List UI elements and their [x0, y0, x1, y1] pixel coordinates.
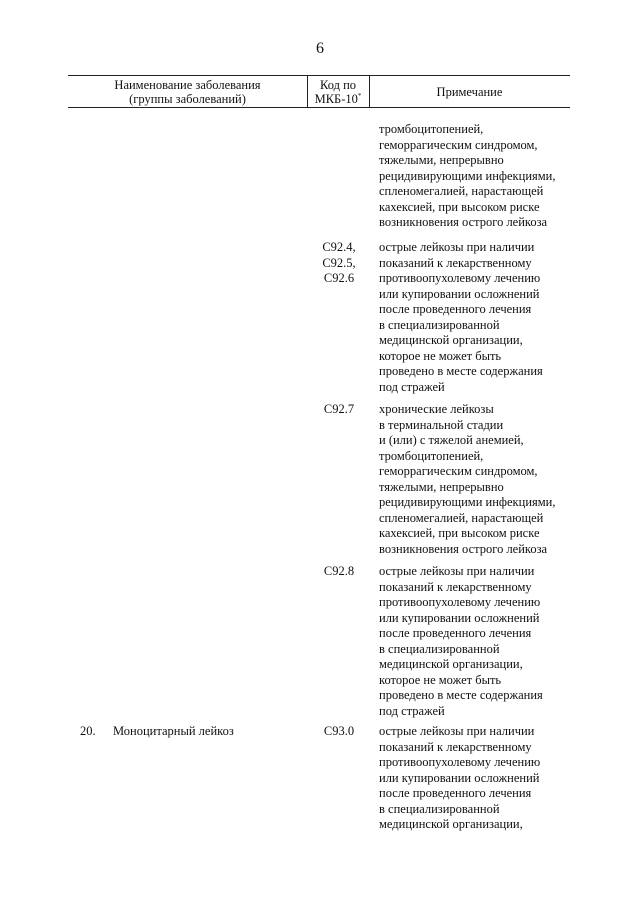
row-code: С92.8 [323, 564, 355, 578]
header-icd-code [307, 78, 369, 106]
header-disease-name-line1: Наименование заболевания [114, 78, 261, 92]
row-number: 20. [80, 724, 96, 738]
header-icd-code-footnote-mark: * [357, 91, 362, 100]
row-note: хронические лейкозы в терминальной стадии и (или) с тяжелой анемией, тромбоцитопенией, геморрагическим синдромом, тяжелыми, непрерывно рецидивирующими инфекциями, спленомегалией, нарастающей кахексией, при высоком риске возникновения острого лейкоза [379, 402, 556, 556]
row-note: острые лейкозы при наличии показаний к лекарственному противоопухолевому лечению или купировании осложнений после проведенного лечения в специализированной медицинской организации, [379, 724, 541, 831]
header-icd-code-text: МКБ-10 [314, 92, 358, 106]
row-code: С93.0 [323, 724, 355, 738]
row-code: С92.7 [323, 402, 355, 416]
header-note: Примечание [436, 85, 503, 99]
table-top-rule [68, 75, 570, 76]
row-note: острые лейкозы при наличии показаний к лекарственному противоопухолевому лечению или купировании осложнений после проведенного лечения в специализированной медицинской организации, которое не может быть проведено в месте содержания под стражей [379, 564, 543, 718]
table-header-bottom-rule [68, 107, 570, 108]
row-disease-name: Моноцитарный лейкоз [113, 724, 234, 738]
header-disease-name [68, 78, 307, 106]
header-icd-code-line2 [307, 92, 369, 106]
row-code: С92.4, С92.5, С92.6 [322, 240, 356, 285]
row-note: острые лейкозы при наличии показаний к лекарственному противоопухолевому лечению или купировании осложнений после проведенного лечения в специализированной медицинской организации, которое не может быть проведено в месте содержания под стражей [379, 240, 543, 394]
header-icd-code-line1: Код по [319, 78, 357, 92]
row-continuation-note: тромбоцитопенией, геморрагическим синдромом, тяжелыми, непрерывно рецидивирующими инфекциями, спленомегалией, нарастающей кахексией, при высоком риске возникновения острого лейкоза [379, 122, 556, 229]
header-disease-name-line2: (группы заболеваний) [129, 92, 246, 106]
page-number: 6 [316, 40, 324, 57]
